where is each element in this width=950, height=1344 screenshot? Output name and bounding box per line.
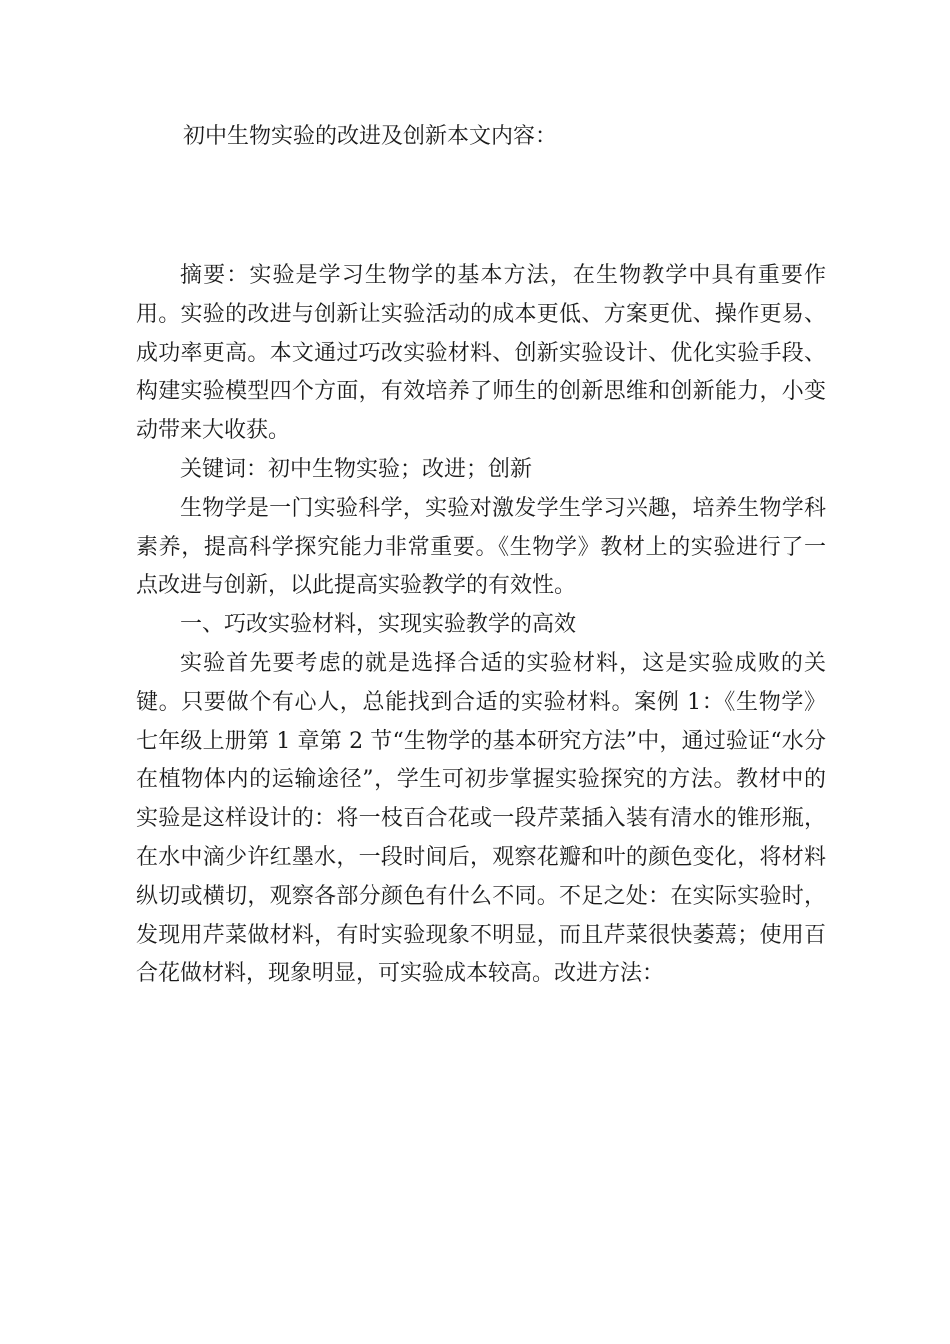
abstract-paragraph: 摘要：实验是学习生物学的基本方法，在生物教学中具有重要作用。实验的改进与创新让实验活动的成本更低、方案更优、操作更易、成功率更高。本文通过巧改实验材料、创新实验设计、优化实验手段、构建实验模型四个方面，有效培养了师生的创新思维和创新能力，小变动带来大收获。 [136,263,826,444]
keywords-paragraph: 关键词：初中生物实验；改进；创新 [180,456,533,482]
section-paragraph: 实验首先要考虑的就是选择合适的实验材料，这是实验成败的关键。只要做个有心人，总能找到合适的实验材料。案例 1：《生物学》七年级上册第 1 章第 2 节“生物学的基本研究方法”中，通过验证“水分在植物体内的运输途径”，学生可初步掌握实验探究的方法。教材中的实验是这样设计的：将一枝百合花或一段芹菜插入装有清水的锥形瓶，在水中滴少许红墨水，一段时间后，观察花瓣和叶的颜色变化，将材料纵切或横切，观察各部分颜色有什么不同。不足之处：在实际实验时，发现用芹菜做材料，有时实验现象不明显，而且芹菜很快萎蔫；使用百合花做材料，现象明显，可实验成本较高。改进方法： [136,650,826,987]
document-title: 初中生物实验的改进及创新本文内容： [183,124,558,149]
document-body [136,257,826,994]
intro-paragraph: 生物学是一门实验科学，实验对激发学生学习兴趣，培养生物学科素养，提高科学探究能力非常重要。《生物学》教材上的实验进行了一点改进与创新，以此提高实验教学的有效性。 [136,495,826,599]
section-heading: 一、巧改实验材料，实现实验教学的高效 [180,612,577,638]
